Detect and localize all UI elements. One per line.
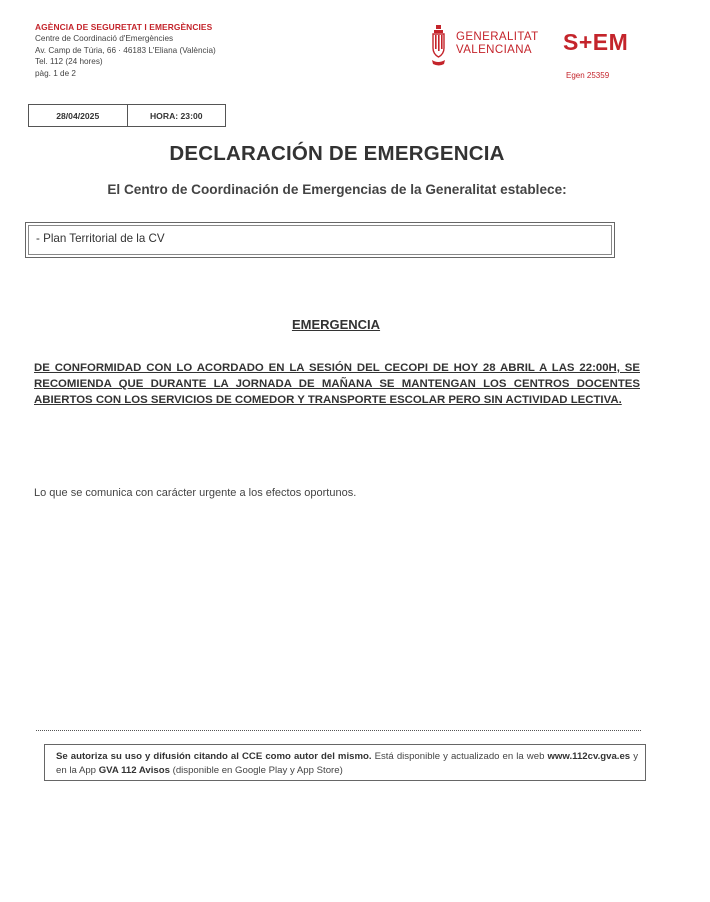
footer-text3: (disponible en Google Play y App Store)	[169, 764, 343, 776]
time-value: HORA: 23:00	[127, 105, 226, 126]
sem-logo: S+EM	[563, 29, 629, 55]
gv-line1: GENERALITAT	[456, 31, 539, 43]
agency-name: AGÈNCIA DE SEGURETAT I EMERGÈNCIES	[35, 22, 213, 32]
generalitat-wordmark	[456, 31, 539, 56]
agency-centre: Centre de Coordinació d'Emergències	[35, 34, 174, 44]
notice-text: Lo que se comunica con carácter urgente a los efectos oportunos.	[34, 487, 357, 499]
footer-text1: Está disponible y actualizado en la web	[371, 751, 548, 762]
footer-text	[56, 750, 638, 777]
section-title: EMERGENCIA	[291, 317, 381, 332]
footer-box	[44, 744, 646, 781]
footer-app-name: GVA 112 Avisos	[98, 764, 170, 776]
footer-authorization: Se autoriza su uso y difusión citando al CCE como autor del mismo.	[56, 751, 372, 762]
plan-text: - Plan Territorial de la CV	[36, 232, 165, 245]
page-subtitle: El Centro de Coordinación de Emergencias de la Generalitat establece:	[107, 182, 567, 197]
emergency-body: DE CONFORMIDAD CON LO ACORDADO EN LA SESIÓN DEL CECOPI DE HOY 28 ABRIL A LAS 22:00H, SE RECOMIENDA QUE DURANTE LA JORNADA DE MAÑANA SE MANTENGAN LOS CENTROS DOCENTES ABIERTOS CON LOS SERVICIOS DE COMEDOR Y TRANSPORTE ESCOLAR PERO SIN ACTIVIDAD LECTIVA.	[34, 362, 640, 406]
date-value: 28/04/2025	[56, 110, 100, 121]
egen-code: Egen 25359	[566, 71, 610, 80]
agency-address: Av. Camp de Túria, 66 · 46183 L'Eliana (València)	[35, 45, 216, 55]
agency-header	[35, 22, 216, 79]
footer-web-link[interactable]: www.112cv.gva.es	[547, 751, 631, 762]
page-title: DECLARACIÓN DE EMERGENCIA	[169, 142, 505, 165]
plan-box	[25, 222, 615, 258]
page-number: pàg. 1 de 2	[35, 68, 76, 78]
date-time-box	[28, 104, 226, 127]
footer-text2: y en la App	[56, 751, 638, 776]
dotted-divider	[36, 730, 641, 731]
agency-phone: Tel. 112 (24 hores)	[35, 57, 103, 67]
gv-line2: VALENCIANA	[456, 43, 533, 56]
